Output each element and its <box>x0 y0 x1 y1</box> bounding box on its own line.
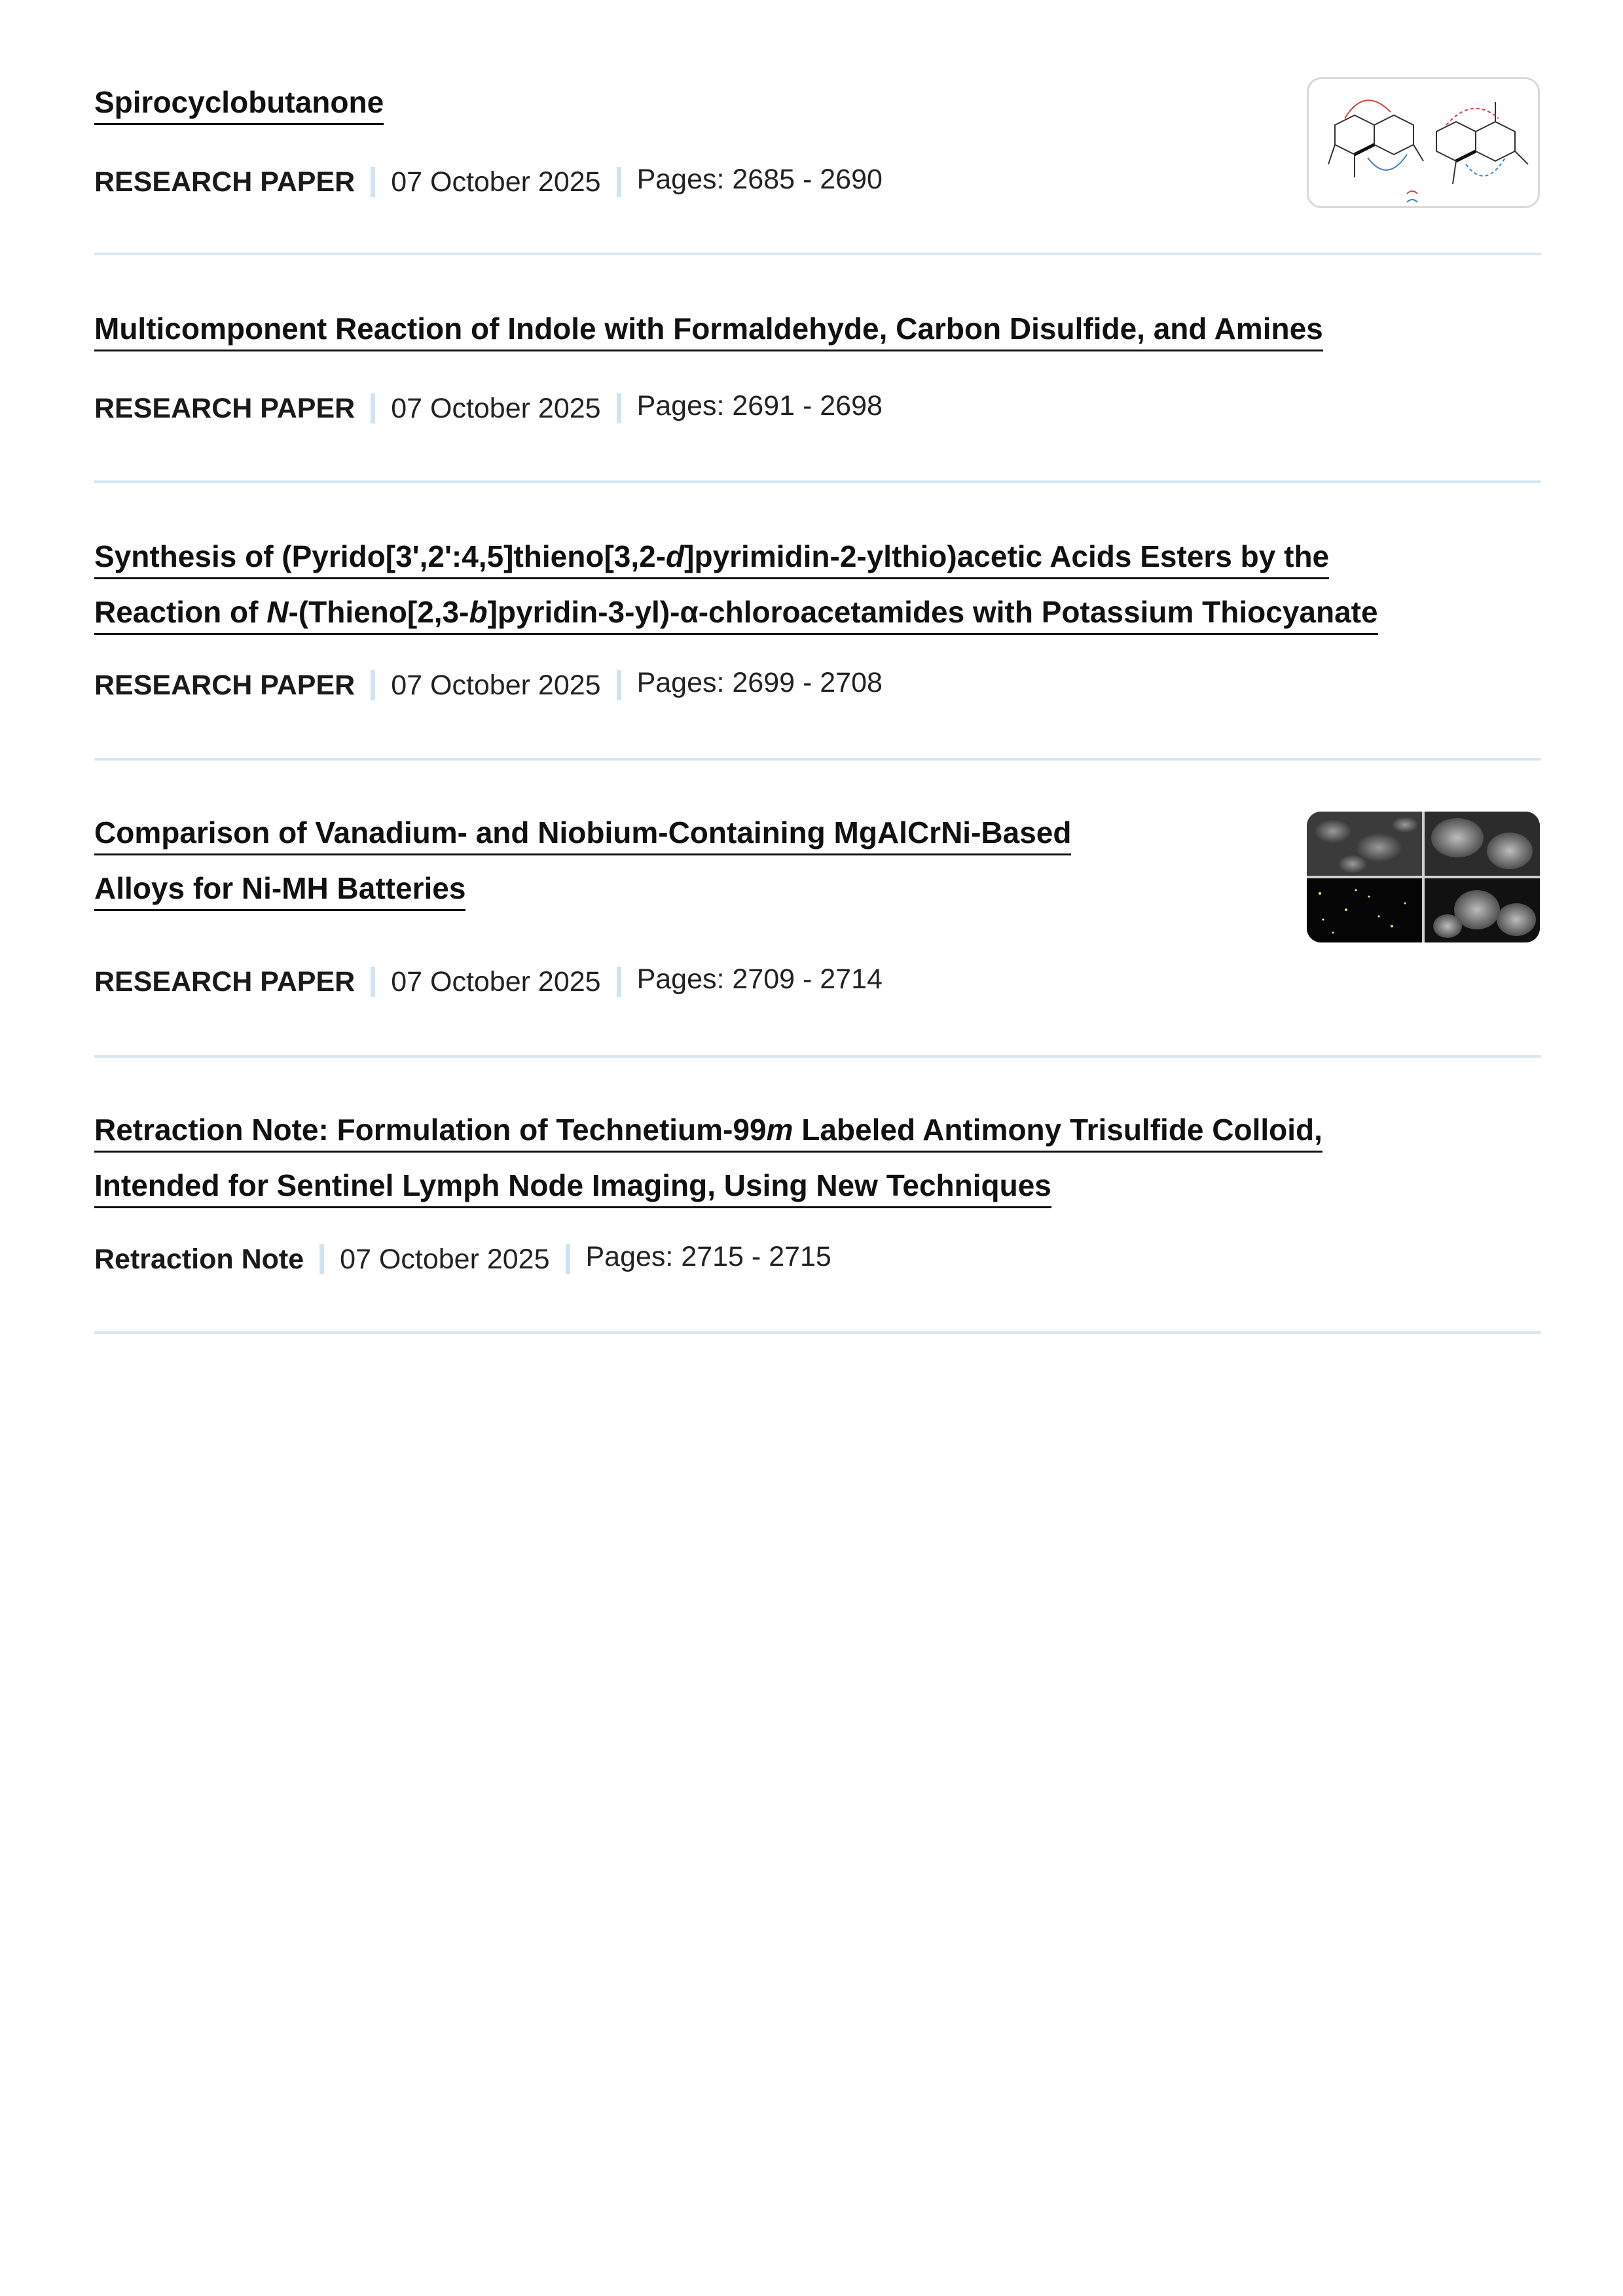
article-title-line[interactable]: Comparison of Vanadium- and Niobium-Containing MgAlCrNi-Based <box>94 812 1071 855</box>
article-title-line[interactable]: Alloys for Ni-MH Batteries <box>94 867 465 911</box>
article-type: RESEARCH PAPER <box>94 669 356 701</box>
article-type: RESEARCH PAPER <box>94 965 356 997</box>
title-text: Retraction Note: Formulation of Technetium-99 <box>94 1113 767 1147</box>
article-type: RESEARCH PAPER <box>94 392 356 424</box>
meta-separator <box>617 670 621 700</box>
article-meta <box>94 962 883 1001</box>
article-divider <box>94 1055 1541 1058</box>
article-title-line[interactable]: Spirocyclobutanone <box>94 81 384 125</box>
article-divider <box>94 1331 1541 1334</box>
title-text: Reaction of <box>94 595 267 629</box>
article-divider <box>94 758 1541 761</box>
title-text: -(Thieno[2,3- <box>288 595 469 629</box>
title-italic-text: m <box>766 1113 793 1147</box>
reaction-scheme-icon <box>1309 79 1540 208</box>
publication-date: 07 October 2025 <box>340 1243 550 1275</box>
page-range: Pages: 2715 - 2715 <box>585 1240 831 1272</box>
article-item <box>94 1105 1541 1275</box>
meta-separator <box>566 1244 570 1274</box>
meta-separator <box>617 393 621 423</box>
page-range: Pages: 2709 - 2714 <box>636 963 883 995</box>
publication-date: 07 October 2025 <box>391 965 601 997</box>
article-title-line[interactable]: Multicomponent Reaction of Indole with Formaldehyde, Carbon Disulfide, and Amines <box>94 308 1323 351</box>
meta-separator <box>617 967 621 997</box>
title-italic-text: N <box>266 595 289 629</box>
title-italic-text: b <box>469 595 488 629</box>
microscopy-image-icon <box>1307 812 1540 942</box>
title-text: ]pyrimidin-2-ylthio)acetic Acids Esters by the <box>684 539 1330 573</box>
article-meta <box>94 389 883 428</box>
publication-date: 07 October 2025 <box>391 166 601 198</box>
article-title-line[interactable] <box>94 535 1329 579</box>
publication-date: 07 October 2025 <box>391 392 601 424</box>
meta-separator <box>617 167 621 197</box>
article-divider <box>94 480 1541 483</box>
article-divider <box>94 253 1541 255</box>
meta-separator <box>371 967 375 997</box>
title-text: Labeled Antimony Trisulfide Colloid, <box>793 1113 1322 1147</box>
article-meta <box>94 1240 831 1279</box>
article-title-line[interactable]: Intended for Sentinel Lymph Node Imaging, Using New Techniques <box>94 1164 1051 1208</box>
article-type: Retraction Note <box>94 1243 304 1275</box>
publication-date: 07 October 2025 <box>391 669 601 701</box>
page-range: Pages: 2685 - 2690 <box>636 163 883 195</box>
article-meta <box>94 162 883 202</box>
reaction-scheme-thumbnail[interactable] <box>1307 77 1540 208</box>
microscopy-images-thumbnail[interactable] <box>1307 812 1540 942</box>
title-italic-text: d <box>666 539 685 573</box>
meta-separator <box>371 393 375 423</box>
article-type: RESEARCH PAPER <box>94 166 356 198</box>
meta-separator <box>371 167 375 197</box>
article-title-line[interactable] <box>94 591 1378 635</box>
article-item <box>94 304 1541 424</box>
article-title-link[interactable] <box>94 304 1541 359</box>
article-title-line[interactable] <box>94 1109 1322 1153</box>
title-text: Synthesis of (Pyrido[3',2':4,5]thieno[3,2- <box>94 539 666 573</box>
meta-separator <box>319 1244 324 1274</box>
article-item <box>94 531 1541 701</box>
article-title-link[interactable] <box>94 531 1541 643</box>
article-title-link[interactable] <box>94 1105 1541 1216</box>
meta-separator <box>371 670 375 700</box>
title-text: ]pyridin-3-yl)-α-chloroacetamides with Potassium Thiocyanate <box>487 595 1378 629</box>
page-range: Pages: 2699 - 2708 <box>636 666 883 698</box>
page-range: Pages: 2691 - 2698 <box>636 389 883 422</box>
article-meta <box>94 666 883 705</box>
